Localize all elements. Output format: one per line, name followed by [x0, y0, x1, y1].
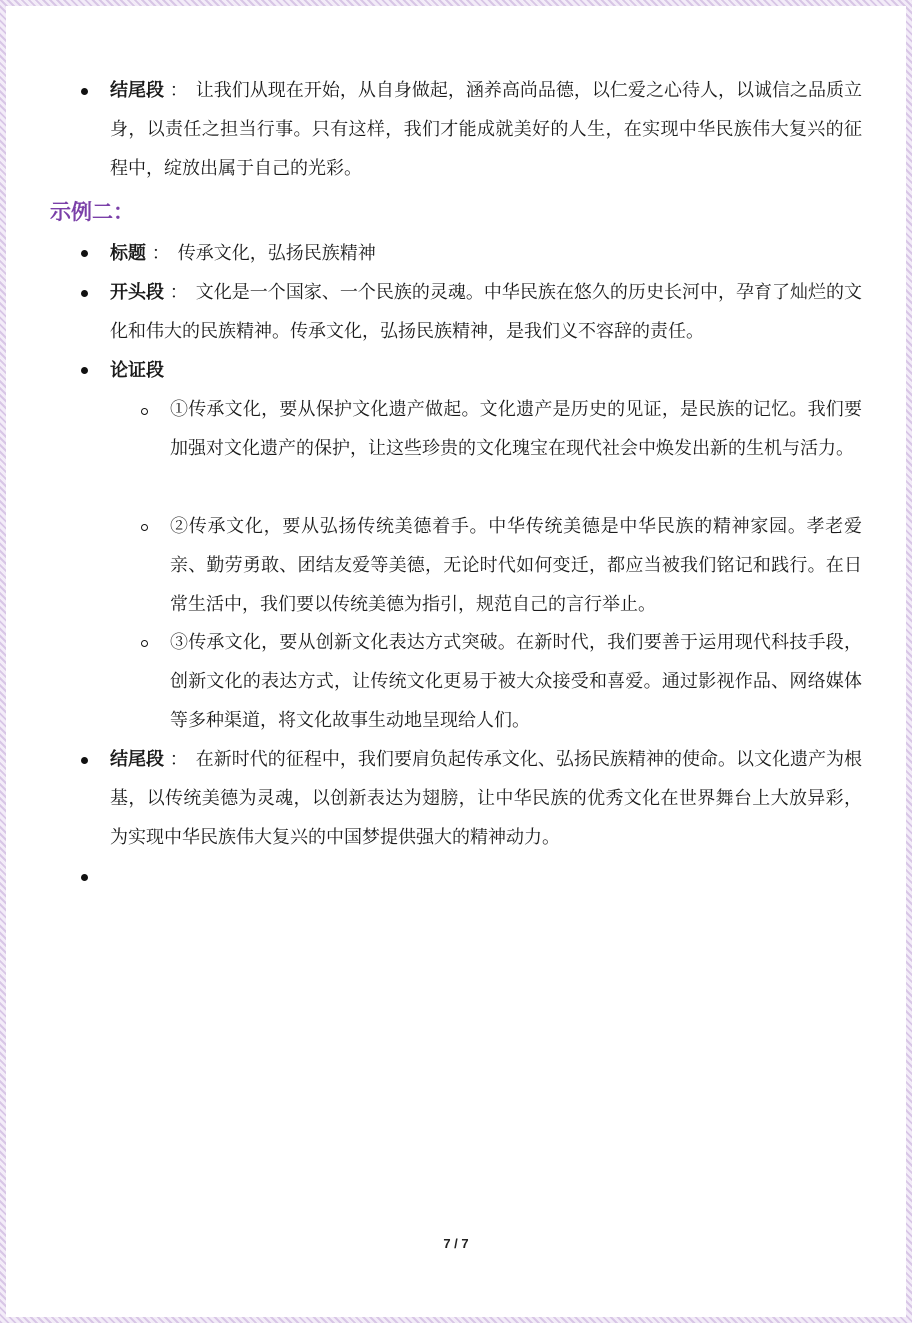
ending2-paragraph — [110, 740, 862, 857]
opening-text: 文化是一个国家、一个民族的灵魂。中华民族在悠久的历史长河中，孕育了灿烂的文化和伟大的民族精神。传承文化，弘扬民族精神，是我们义不容辞的责任。 — [110, 282, 863, 342]
ending1-sep: ： — [164, 80, 188, 101]
bullet-icon — [81, 250, 88, 257]
circle-bullet-icon — [141, 640, 148, 647]
argument-item-3: ③传承文化，要从创新文化表达方式突破。在新时代，我们要善于运用现代科技手段，创新文化的表达方式，让传统文化更易于被大众接受和喜爱。通过影视作品、网络媒体等多种渠道，将文化故事生动地呈现给人们。 — [170, 632, 862, 731]
bullet-icon — [81, 367, 88, 374]
opening-paragraph — [110, 273, 862, 351]
bullet-icon — [81, 757, 88, 764]
ending1-paragraph — [110, 71, 862, 188]
title-text: 传承文化，弘扬民族精神 — [177, 243, 376, 264]
title-paragraph — [110, 234, 862, 273]
ending1-label: 结尾段 — [110, 80, 165, 101]
argument-label: 论证段 — [110, 360, 164, 381]
title-sep: ： — [146, 243, 170, 264]
ending2-sep: ： — [164, 749, 188, 770]
argument-item-2: ②传承文化，要从弘扬传统美德着手。中华传统美德是中华民族的精神家园。孝老爱亲、勤劳勇敢、团结友爱等美德，无论时代如何变迁，都应当被我们铭记和践行。在日常生活中，我们要以传统美德为指引，规范自己的言行举止。 — [170, 516, 862, 615]
title-label: 标题 — [110, 243, 146, 264]
argument-paragraph — [110, 351, 862, 390]
opening-label: 开头段 — [110, 282, 165, 303]
empty-bullet-icon — [81, 874, 88, 881]
argument-item-1: ①传承文化，要从保护文化遗产做起。文化遗产是历史的见证，是民族的记忆。我们要加强对文化遗产的保护，让这些珍贵的文化瑰宝在现代社会中焕发出新的生机与活力。 — [170, 399, 862, 459]
page-number: 7 / 7 — [443, 1236, 469, 1251]
ending1-text: 让我们从现在开始，从自身做起，涵养高尚品德，以仁爱之心待人，以诚信之品质立身，以责任之担当行事。只有这样，我们才能成就美好的人生，在实现中华民族伟大复兴的征程中，绽放出属于自己的光彩。 — [110, 80, 863, 179]
bullet-icon — [81, 290, 88, 297]
ending2-label: 结尾段 — [110, 749, 165, 770]
opening-sep: ： — [164, 282, 188, 303]
bullet-icon — [81, 88, 88, 95]
ending2-text: 在新时代的征程中，我们要肩负起传承文化、弘扬民族精神的使命。以文化遗产为根基，以传统美德为灵魂，以创新表达为翅膀，让中华民族的优秀文化在世界舞台上大放异彩，为实现中华民族伟大复兴的中国梦提供强大的精神动力。 — [110, 749, 863, 848]
circle-bullet-icon — [141, 408, 148, 415]
circle-bullet-icon — [141, 524, 148, 531]
example2-heading: 示例二： — [50, 199, 134, 224]
